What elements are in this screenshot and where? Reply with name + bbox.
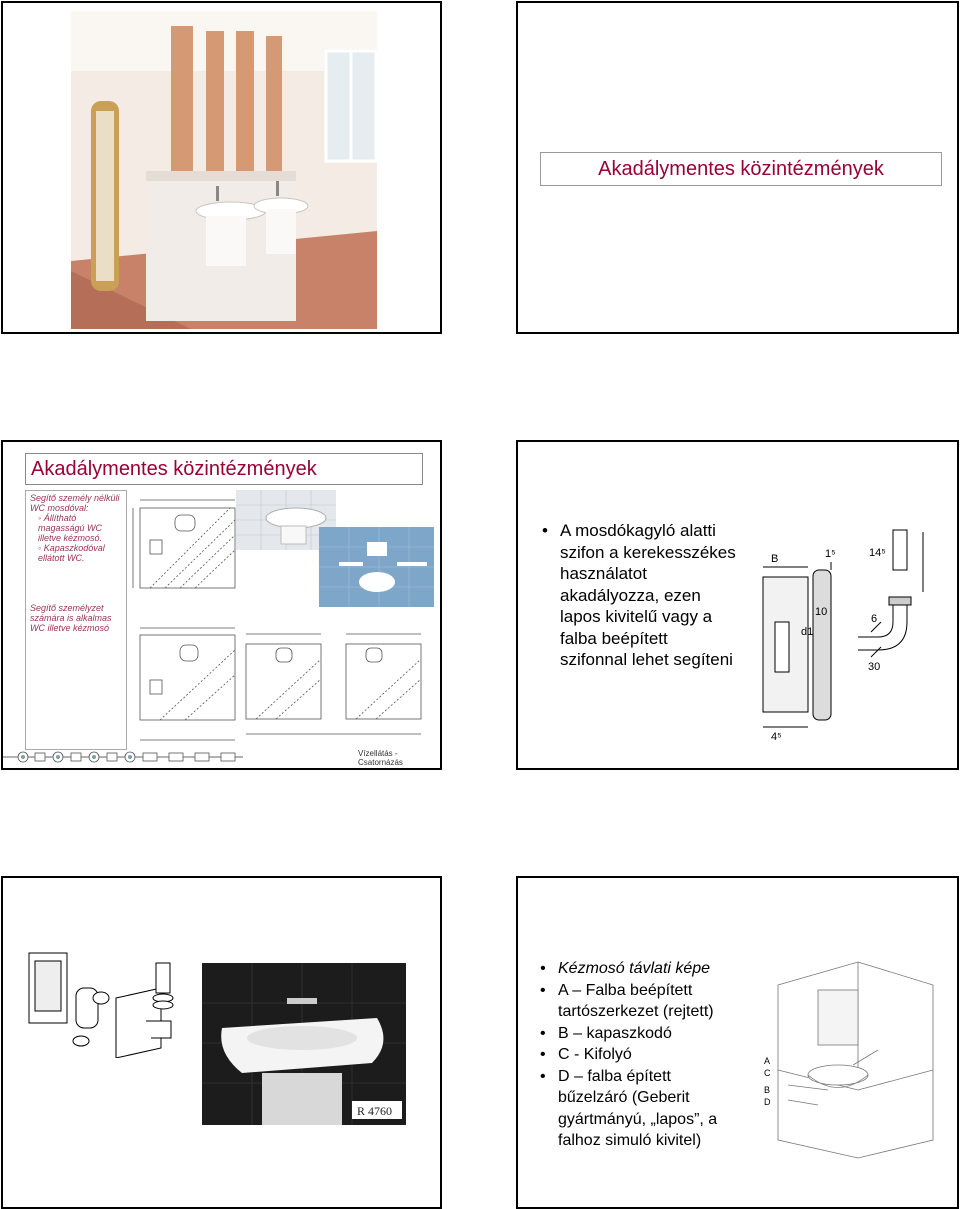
bullet-list xyxy=(536,958,736,1152)
side-notes xyxy=(25,490,127,750)
floor-plan-drawings xyxy=(130,490,242,748)
slide-2 xyxy=(516,1,959,334)
side-bottom-text: Segítő személyzet számára is alkalmas WC illetve kézmosó xyxy=(30,603,112,633)
slide-4 xyxy=(516,440,959,770)
washbasin-perspective-diagram xyxy=(758,960,938,1160)
side-item: ◦ Állítható magasságú WC illetve kézmosó. xyxy=(38,513,103,543)
bullet-list xyxy=(538,520,738,671)
slide-title: Akadálymentes közintézmények xyxy=(25,453,423,485)
bathroom-photo xyxy=(71,11,377,329)
dim-label-b: B xyxy=(771,553,779,565)
bullet-item: • A mosdókagyló alatti szifon a kerekesszékes használatot akadályozza, ezen lapos kivitelű vagy a falba beépített szifonnal lehet segíteni xyxy=(538,520,738,671)
slide-title: Akadálymentes közintézmények xyxy=(540,152,942,186)
bullet-item xyxy=(536,1066,736,1152)
bullet-item xyxy=(536,958,736,980)
siphon-diagram xyxy=(743,522,955,742)
diagram-label-c: C xyxy=(764,1068,771,1078)
side-item: ◦ Kapaszkodóval ellátott WC. xyxy=(38,543,105,563)
floor-plan-drawings-2 xyxy=(236,624,436,744)
bullet-text: C - Kifolyó xyxy=(558,1046,632,1063)
wc-photo xyxy=(319,527,434,607)
dim-label-14-5: 14⁵ xyxy=(869,547,886,559)
bullet-text: D – falba épített bűzelzáró (Geberit gyártmányú, „lapos”, a falhoz simuló kivitel) xyxy=(558,1067,718,1149)
slide-3 xyxy=(1,440,442,770)
dim-label-30: 30 xyxy=(868,661,881,673)
dim-label-10: 10 xyxy=(815,606,828,618)
footer-label: Vízellátás - Csatornázás xyxy=(358,749,403,767)
product-label: R 4760 xyxy=(357,1104,393,1118)
bullet-item xyxy=(536,1044,736,1066)
dim-label-1-5: 1⁵ xyxy=(825,548,836,560)
diagram-label-b: B xyxy=(764,1085,771,1095)
dim-label-d1: d1 xyxy=(801,626,814,638)
slide-1 xyxy=(1,1,442,334)
bullet-text: A – Falba beépített tartószerkezet (rejtett) xyxy=(558,981,714,1020)
decorative-chain xyxy=(3,750,243,764)
bullet-text: Kézmosó távlati képe xyxy=(558,960,711,977)
bullet-text: B – kapaszkodó xyxy=(558,1024,672,1042)
bullet-item xyxy=(536,980,736,1023)
slide-5 xyxy=(1,876,442,1209)
diagram-label-d: D xyxy=(764,1097,771,1107)
side-item-text: Kapaszkodóval ellátott WC. xyxy=(38,543,105,563)
side-item-text: Állítható magasságú WC illetve kézmosó. xyxy=(38,513,103,543)
slide-6 xyxy=(516,876,959,1209)
dim-label-4-5: 4⁵ xyxy=(771,731,782,742)
side-top-text: Segítő személy nélküli WC mosdóval: xyxy=(30,493,120,513)
bullet-item xyxy=(536,1023,736,1045)
washbasin-photo xyxy=(202,963,406,1125)
dim-label-6: 6 xyxy=(871,613,878,625)
diagram-label-a: A xyxy=(764,1056,771,1066)
siphon-parts-diagram xyxy=(21,943,181,1058)
